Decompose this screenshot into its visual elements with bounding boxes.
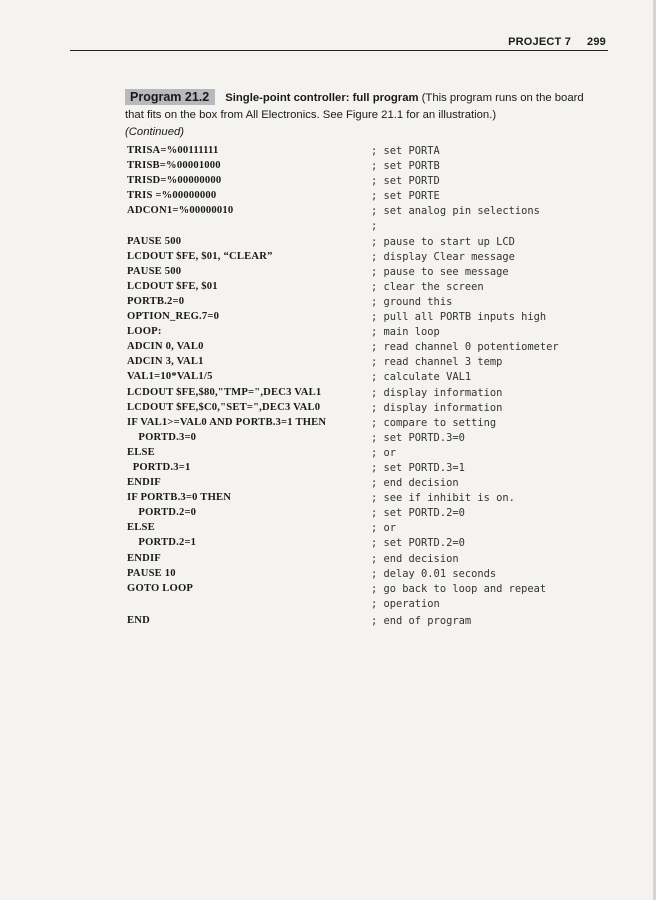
code-comment: ; set PORTD.2=0 — [371, 537, 465, 550]
code-statement: PORTB.2=0 — [127, 295, 185, 307]
code-line — [127, 311, 617, 326]
program-caption — [125, 89, 595, 141]
code-statement: PAUSE 500 — [127, 265, 182, 277]
code-statement: TRISB=%00001000 — [127, 160, 221, 172]
code-comment: ; see if inhibit is on. — [371, 492, 515, 505]
code-comment: ; pull all PORTB inputs high — [371, 311, 547, 324]
continued-label: (Continued) — [125, 126, 185, 138]
code-line — [127, 175, 617, 190]
code-statement: PORTD.2=1 — [127, 537, 197, 549]
code-comment: ; read channel 3 temp — [371, 356, 503, 369]
code-comment: ; set PORTA — [371, 145, 440, 157]
code-statement: LCDOUT $FE,$80,"TMP=",DEC3 VAL1 — [127, 386, 322, 398]
code-comment: ; set PORTE — [371, 190, 440, 203]
code-statement: OPTION_REG.7=0 — [127, 311, 220, 323]
code-line — [127, 447, 617, 462]
code-comment: ; clear the screen — [371, 280, 484, 293]
code-statement: ADCON1=%00000010 — [127, 205, 234, 217]
code-comment: ; set analog pin selections — [371, 205, 540, 218]
code-comment: ; display Clear message — [371, 250, 515, 263]
code-statement: TRISD=%00000000 — [127, 175, 222, 187]
code-line — [127, 432, 617, 447]
code-comment: ; compare to setting — [371, 416, 497, 429]
code-statement: TRIS =%00000000 — [127, 190, 217, 202]
code-line — [127, 492, 617, 507]
code-line — [127, 537, 617, 552]
caption-text: (This program runs on the board that fits on the box from All Electronics. See Figure 21.1 for an illustration.) — [125, 92, 584, 121]
code-statement: ADCIN 0, VAL0 — [127, 341, 204, 353]
code-statement: IF VAL1>=VAL0 AND PORTB.3=1 THEN — [127, 416, 327, 428]
code-comment: ; main loop — [371, 326, 440, 339]
code-line — [127, 477, 617, 492]
code-comment: ; display information — [371, 386, 503, 399]
code-statement: PAUSE 10 — [127, 567, 176, 579]
code-statement: LCDOUT $FE, $01, “CLEAR” — [127, 250, 273, 262]
code-statement: IF PORTB.3=0 THEN — [127, 492, 232, 504]
code-statement: ENDIF — [127, 477, 161, 489]
code-statement: LCDOUT $FE, $01 — [127, 280, 218, 292]
project-label: PROJECT 7 — [508, 36, 572, 48]
code-comment: ; set PORTD.3=1 — [371, 461, 465, 474]
code-comment: ; or — [371, 522, 397, 535]
code-comment: ; set PORTD.3=0 — [371, 431, 465, 444]
code-line — [127, 281, 617, 296]
code-comment: ; operation — [371, 597, 440, 610]
code-statement: LOOP: — [127, 326, 162, 338]
code-line — [127, 341, 617, 356]
code-statement: PORTD.3=0 — [127, 431, 197, 443]
code-statement: PORTD.3=1 — [127, 461, 191, 473]
code-comment: ; set PORTB — [371, 160, 440, 173]
code-line — [127, 296, 617, 311]
code-line — [127, 462, 617, 477]
code-comment: ; ground this — [371, 295, 453, 308]
code-statement: ADCIN 3, VAL1 — [127, 356, 204, 368]
code-line — [127, 507, 617, 522]
code-comment: ; display information — [371, 401, 503, 414]
code-comment: ; end decision — [371, 477, 459, 490]
code-statement: ENDIF — [127, 552, 161, 564]
code-line — [127, 417, 617, 432]
code-line — [127, 251, 617, 266]
code-line — [127, 190, 617, 205]
code-comment: ; set PORTD — [371, 175, 440, 188]
header-text — [492, 36, 606, 48]
code-comment: ; pause to see message — [371, 265, 509, 278]
code-line — [127, 205, 617, 220]
code-line — [127, 522, 617, 537]
code-statement: PAUSE 500 — [127, 235, 182, 247]
code-line — [127, 583, 617, 598]
code-statement: VAL1=10*VAL1/5 — [127, 371, 213, 383]
code-statement: ELSE — [127, 446, 155, 458]
code-statement: ELSE — [127, 522, 155, 534]
code-comment: ; end of program — [371, 614, 472, 627]
code-statement: GOTO LOOP — [127, 582, 194, 594]
program-label: Program 21.2 — [125, 89, 215, 105]
code-comment: ; set PORTD.2=0 — [371, 507, 465, 520]
code-line — [127, 326, 617, 341]
code-comment: ; — [371, 220, 378, 233]
code-line — [127, 553, 617, 568]
code-line — [127, 236, 617, 251]
code-line — [127, 371, 617, 386]
code-comment: ; delay 0.01 seconds — [371, 567, 497, 580]
code-line — [127, 145, 617, 160]
code-line — [127, 387, 617, 402]
code-statement: LCDOUT $FE,$C0,"SET=",DEC3 VAL0 — [127, 401, 321, 413]
code-comment: ; calculate VAL1 — [371, 371, 472, 384]
code-line — [127, 220, 617, 235]
code-comment: ; pause to start up LCD — [371, 235, 515, 248]
caption-title: Single-point controller: full program — [225, 92, 419, 104]
code-comment: ; read channel 0 potentiometer — [371, 341, 559, 354]
code-line — [127, 598, 617, 613]
code-line — [127, 160, 617, 175]
code-comment: ; go back to loop and repeat — [371, 582, 547, 595]
code-listing — [127, 145, 617, 630]
code-statement: PORTD.2=0 — [127, 507, 197, 519]
code-line — [127, 615, 617, 630]
code-statement: TRISA=%00111111 — [127, 145, 219, 156]
code-comment: ; or — [371, 446, 397, 459]
code-line — [127, 356, 617, 371]
code-line — [127, 568, 617, 583]
page-number: 299 — [587, 36, 606, 48]
code-statement: END — [127, 614, 150, 626]
running-header — [70, 36, 608, 51]
code-line — [127, 266, 617, 281]
code-comment: ; end decision — [371, 552, 459, 565]
code-line — [127, 402, 617, 417]
